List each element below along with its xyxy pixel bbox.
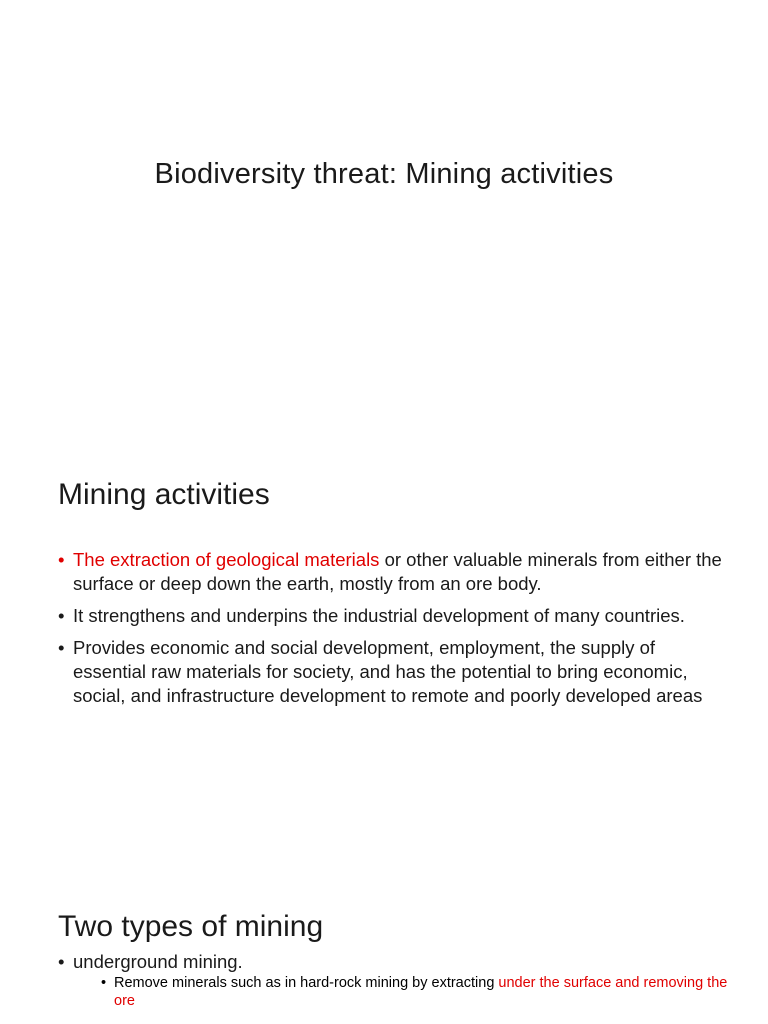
bullet-icon: •: [58, 637, 65, 658]
bullet-item-economic: [58, 636, 728, 708]
bullet-icon: •: [58, 951, 65, 972]
bullet-icon: •: [58, 605, 65, 626]
bullet-item-underground: [58, 950, 728, 1010]
bullet-item-industrial: [58, 604, 728, 628]
bullet-icon: •: [101, 975, 107, 991]
bullet-text: It strengthens and underpins the industrial development of many countries.: [73, 605, 685, 626]
mining-activities-slide: [0, 432, 768, 864]
sub-bullet-text: Remove minerals such as in hard-rock mining by extracting: [114, 975, 499, 991]
bullet-text: Provides economic and social development, employment, the supply of essential raw materials for society, and has the potential to bring economic, social, and infrastructure development to remote and poorly developed areas: [73, 637, 703, 706]
highlighted-text: under the surface and removing the ore: [114, 975, 728, 1009]
slide-title: Biodiversity threat: Mining activities: [154, 158, 614, 190]
slide-heading: Two types of mining: [58, 910, 324, 943]
bullet-text: or other valuable minerals from either the surface or deep down the earth, mostly from an ore body.: [73, 549, 722, 594]
slide-heading: Mining activities: [58, 478, 270, 511]
bullet-icon: •: [58, 549, 65, 570]
highlighted-text: The extraction of geological materials: [73, 549, 380, 570]
mining-types-slide: [0, 864, 768, 1024]
title-slide: [0, 0, 768, 432]
sub-bullet-item: [101, 974, 728, 1010]
sub-bullet-list: [73, 974, 728, 1010]
bullet-list: [58, 950, 728, 1018]
bullet-item-extraction: [58, 548, 728, 596]
bullet-list: [58, 548, 728, 716]
bullet-text: underground mining.: [73, 951, 243, 972]
